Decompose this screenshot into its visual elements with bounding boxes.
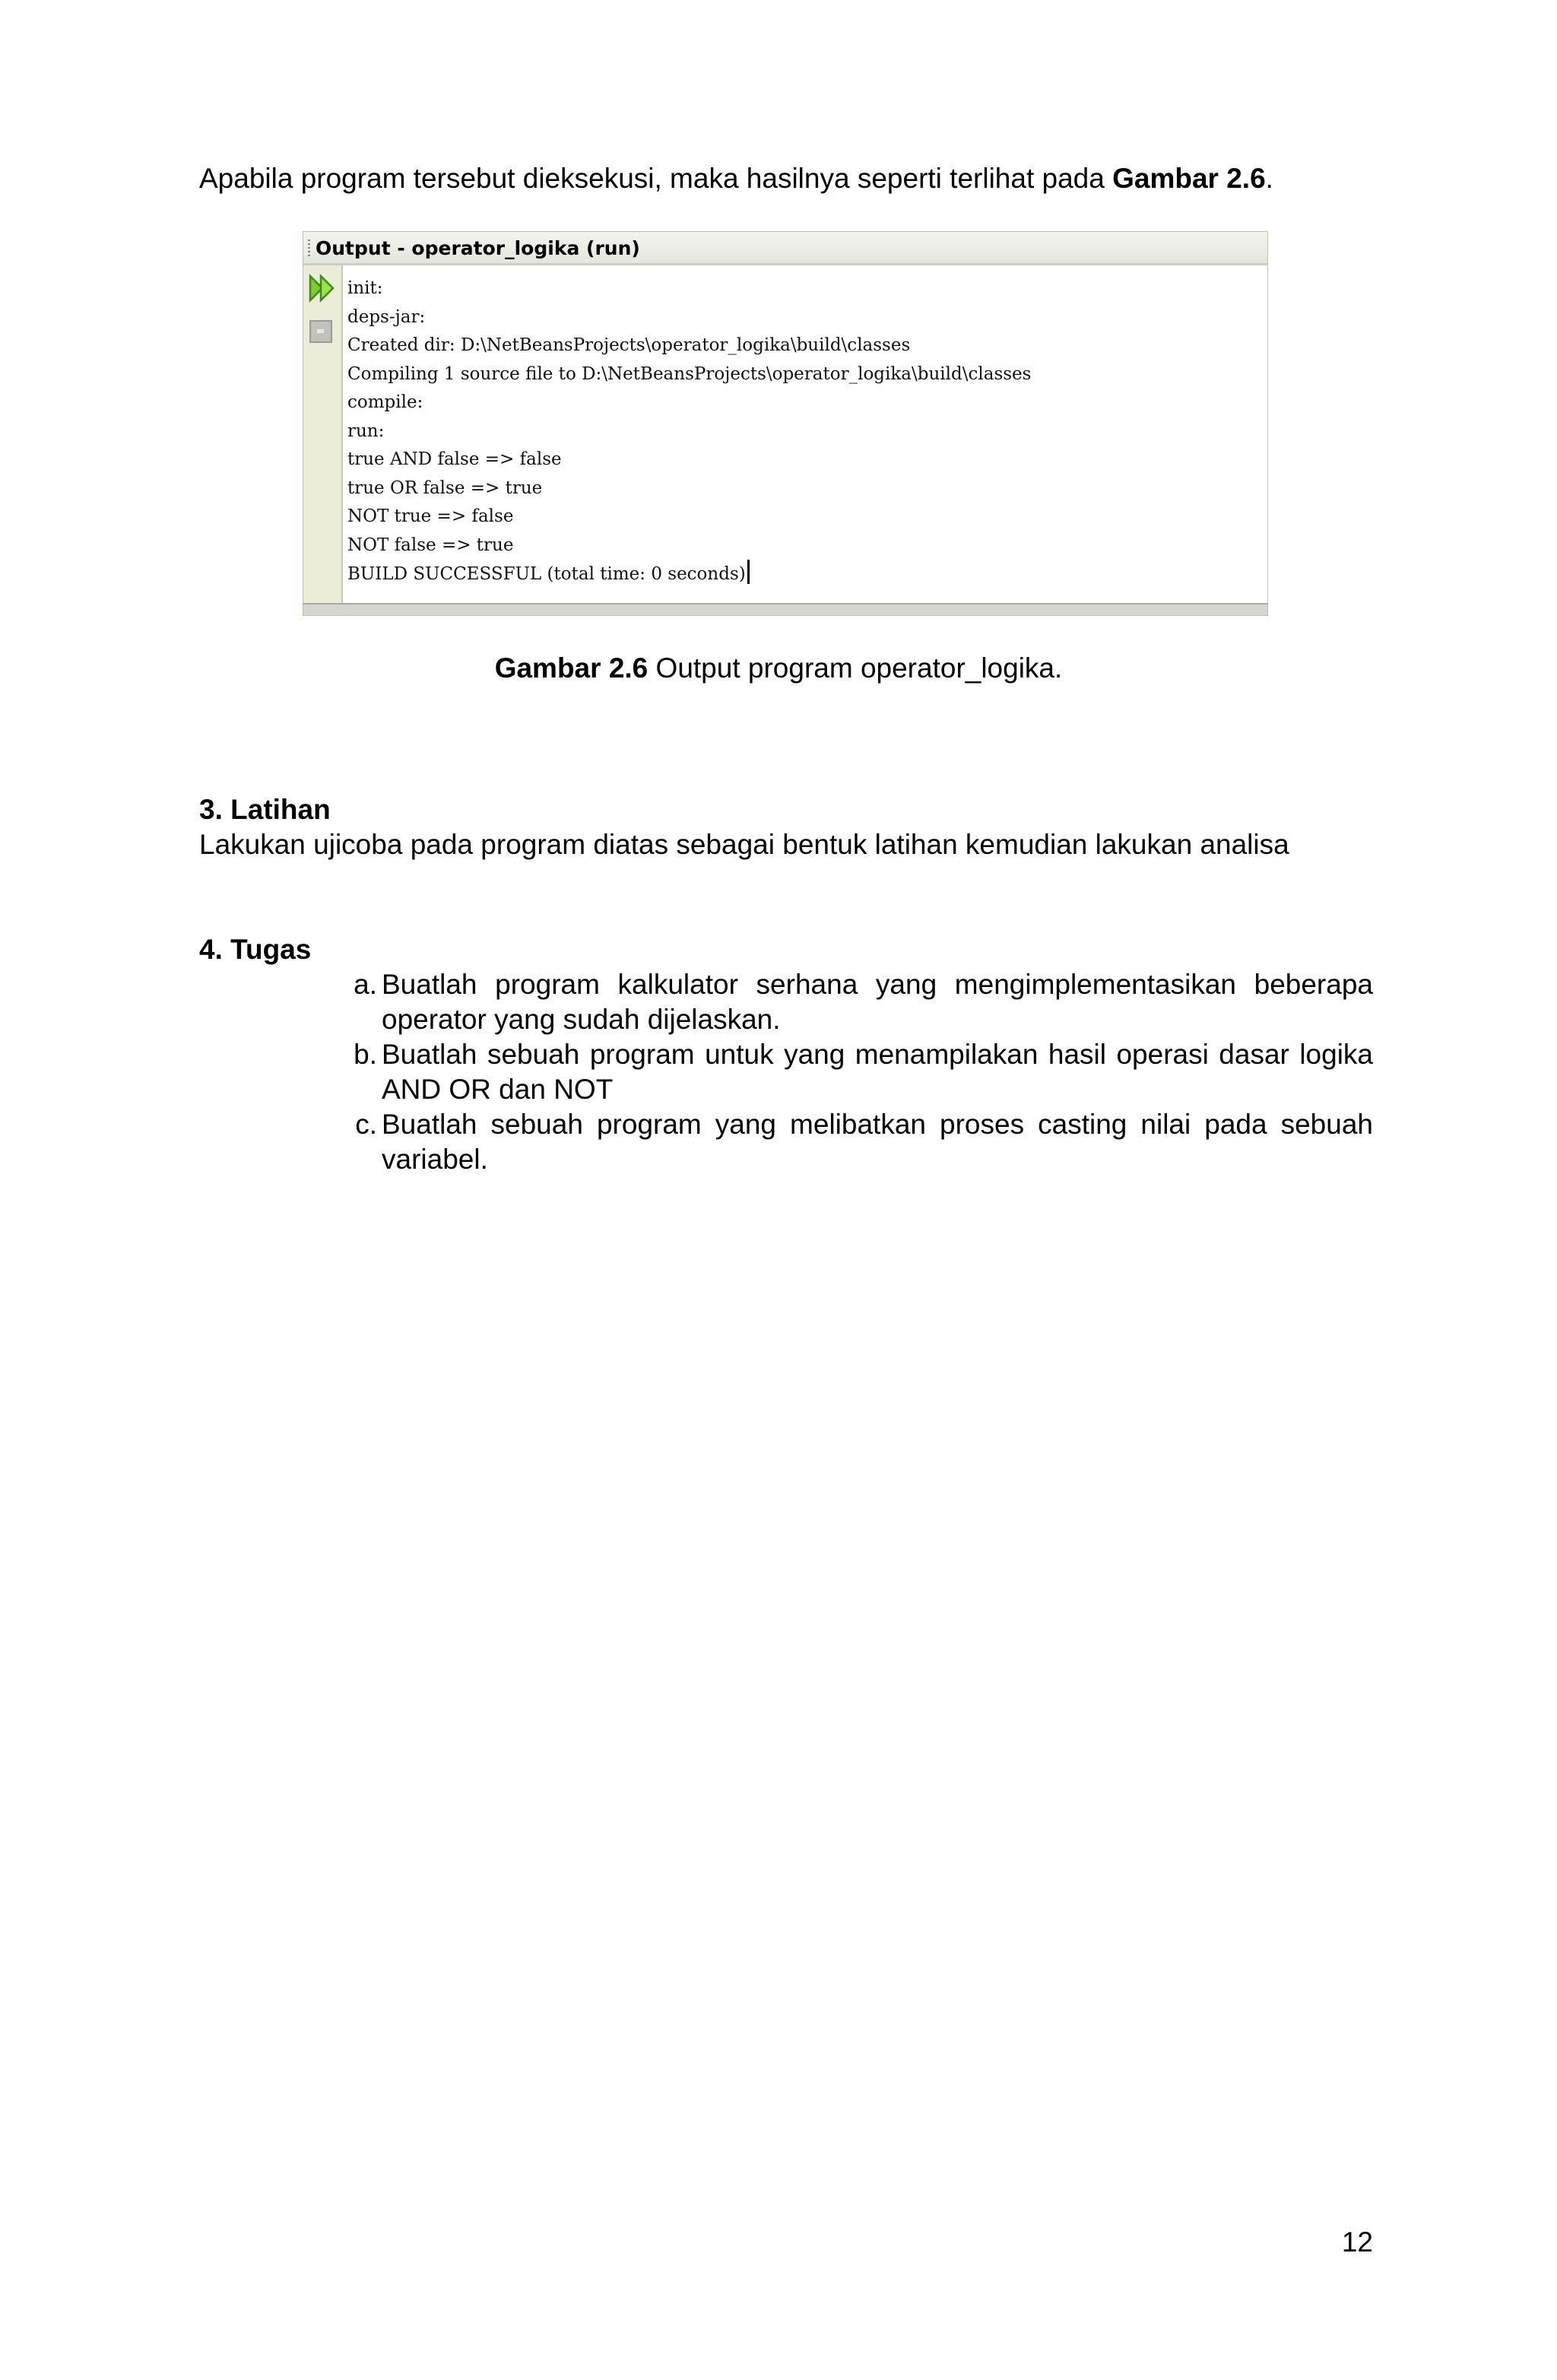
task-text: Buatlah sebuah program yang melibatkan proses casting nilai pada sebuah variabel. <box>382 1109 1373 1175</box>
output-console <box>347 274 1263 605</box>
console-line <box>347 360 1263 389</box>
console-line <box>347 560 1263 589</box>
intro-paragraph <box>199 161 1378 196</box>
task-list <box>335 967 1373 1177</box>
console-line-text: Compiling 1 source file to D:\NetBeansProjects\operator_logika\build\classes <box>347 363 1032 384</box>
task-marker: a. <box>354 969 377 1000</box>
console-line <box>347 532 1263 560</box>
console-line <box>347 417 1263 446</box>
intro-figure-ref: Gambar 2.6 <box>1112 163 1266 194</box>
figure-caption <box>0 651 1557 686</box>
console-line-text: true AND false => false <box>347 449 562 469</box>
task-marker: b. <box>354 1039 377 1070</box>
console-line-text: true OR false => true <box>347 478 543 498</box>
console-line <box>347 446 1263 474</box>
console-line-text: BUILD SUCCESSFUL (total time: 0 seconds) <box>347 564 746 584</box>
console-line <box>347 389 1263 417</box>
section-4-heading: 4. Tugas <box>199 934 312 965</box>
page-number: 12 <box>1341 2226 1373 2258</box>
output-window-title: Output - operator_logika (run) <box>316 237 640 259</box>
console-line-text: init: <box>347 278 383 298</box>
console-line <box>347 474 1263 503</box>
console-line <box>347 303 1263 332</box>
console-line-text: NOT true => false <box>347 506 514 526</box>
console-line <box>347 332 1263 360</box>
rerun-icon[interactable] <box>307 273 338 303</box>
task-item-a <box>335 967 1373 1037</box>
text-cursor <box>747 560 750 584</box>
caption-text: Output program operator_logika. <box>648 652 1063 684</box>
output-window-figure <box>303 231 1268 616</box>
task-item-b <box>335 1037 1373 1107</box>
caption-label: Gambar 2.6 <box>494 652 648 684</box>
console-line <box>347 503 1263 532</box>
task-text: Buatlah sebuah program untuk yang menampilakan hasil operasi dasar logika AND OR dan NOT <box>382 1039 1373 1105</box>
console-line-text: deps-jar: <box>347 306 426 327</box>
task-marker: c. <box>355 1109 377 1140</box>
task-text: Buatlah program kalkulator serhana yang mengimplementasikan beberapa operator yang sudah dijelaskan. <box>382 969 1373 1035</box>
stop-icon[interactable] <box>309 320 332 343</box>
output-toolbar <box>303 265 343 605</box>
task-item-c <box>335 1107 1373 1177</box>
output-window-scrollbar[interactable] <box>303 603 1267 615</box>
console-line-text: NOT false => true <box>347 535 514 555</box>
output-window-titlebar <box>303 232 1267 265</box>
section-3-heading: 3. Latihan <box>199 794 331 825</box>
console-line-text: Created dir: D:\NetBeansProjects\operator_logika\build\classes <box>347 335 911 355</box>
console-line <box>347 274 1263 303</box>
console-line-text: compile: <box>347 392 423 412</box>
console-line-text: run: <box>347 420 385 441</box>
drag-grip-icon[interactable] <box>308 240 310 256</box>
intro-end: . <box>1265 163 1273 194</box>
intro-text: Apabila program tersebut dieksekusi, maka hasilnya seperti terlihat pada <box>199 163 1113 194</box>
section-3-body: Lakukan ujicoba pada program diatas sebagai bentuk latihan kemudian lakukan analisa <box>199 829 1289 860</box>
